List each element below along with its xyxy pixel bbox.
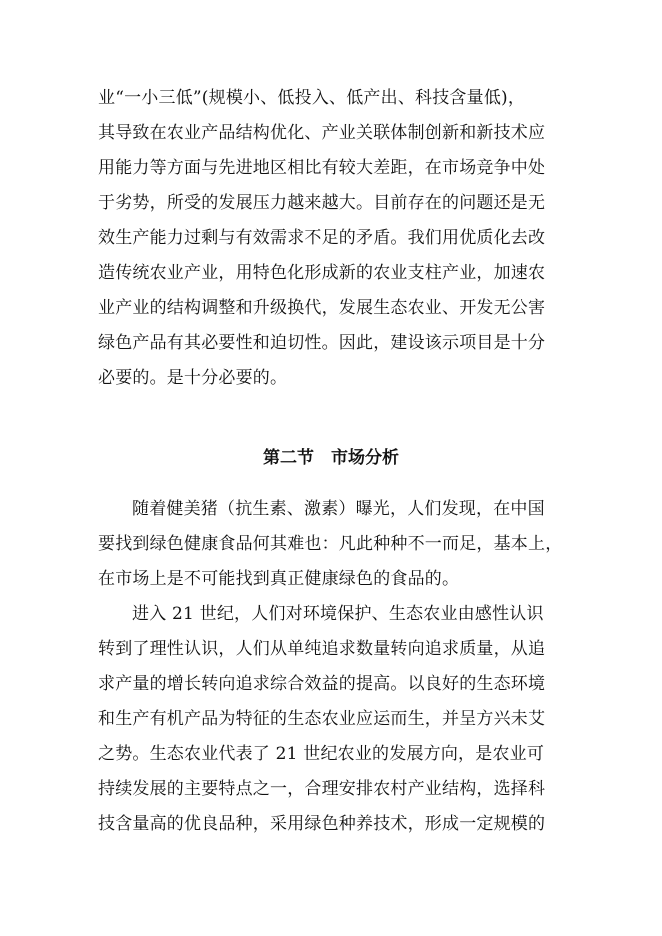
paragraph3-line: 转到了理性认识，人们从单纯追求数量转向追求质量，从追 [98,639,546,659]
paragraph3-line: 之势。生态农业代表了 21 世纪农业的发展方向，是农业可 [98,744,545,764]
paragraph2-line: 要找到绿色健康食品何其难也：凡此种种不一而足，基本上， [98,534,563,554]
paragraph3-line: 求产量的增长转向追求综合效益的提高。以良好的生态环境 [98,674,546,694]
paragraph3-line: 持续发展的主要特点之一，合理安排农村产业结构，选择科 [98,779,546,799]
paragraph1-line: 业产业的结构调整和升级换代，发展生态农业、开发无公害 [98,298,546,318]
paragraph1-line: 用能力等方面与先进地区相比有较大差距，在市场竞争中处 [98,158,546,178]
paragraph3-line: 和生产有机产品为特征的生态农业应运而生，并呈方兴未艾 [98,709,546,729]
paragraph1-line: 效生产能力过剩与有效需求不足的矛盾。我们用优质化去改 [98,228,546,248]
paragraph1-line: 必要的。是十分必要的。 [98,368,288,388]
paragraph1-line: 其导致在农业产品结构优化、产业关联体制创新和新技术应 [98,123,546,143]
paragraph3-line: 进入 21 世纪，人们对环境保护、生态农业由感性认识 [132,604,544,624]
paragraph3-line: 技含量高的优良品种，采用绿色种养技术，形成一定规模的 [98,814,546,834]
paragraph1-line: 绿色产品有其必要性和迫切性。因此，建设该示项目是十分 [98,333,546,353]
section-heading: 第二节 市场分析 [263,448,399,468]
paragraph1-line: 造传统农业产业，用特色化形成新的农业支柱产业，加速农 [98,263,546,283]
paragraph1-line: 于劣势，所受的发展压力越来越大。目前存在的问题还是无 [98,193,546,213]
paragraph2-line: 在市场上是不可能找到真正健康绿色的食品的。 [98,569,460,589]
paragraph2-line: 随着健美猪（抗生素、激素）曝光，人们发现，在中国 [132,499,545,519]
paragraph1-line: 业“一小三低”(规模小、低投入、低产出、科技含量低)， [98,88,526,108]
